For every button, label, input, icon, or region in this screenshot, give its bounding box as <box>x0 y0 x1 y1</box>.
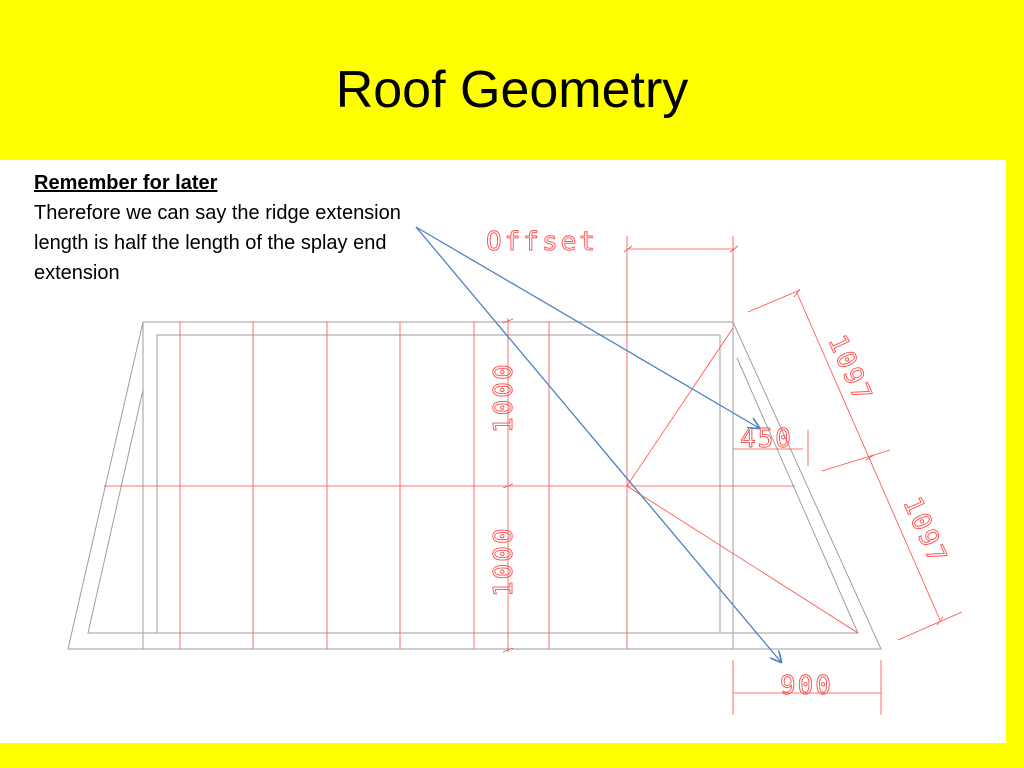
left-hip-inner-line <box>88 358 858 633</box>
outer-roof-boundary <box>68 322 881 649</box>
ridge-extension-label: 450 <box>740 424 793 454</box>
construction-lines <box>104 236 962 715</box>
arrow-to-ridge-extension <box>416 227 759 428</box>
note-body: Therefore we can say the ridge extension length is half the length of the splay end extension <box>34 202 401 284</box>
splay-lower-label: 1097 <box>896 492 953 570</box>
note-heading: Remember for later <box>34 172 218 194</box>
span-upper-label: 1000 <box>489 362 519 433</box>
span-lower-label: 1000 <box>489 526 519 597</box>
arrow-to-splay-extension <box>416 227 781 662</box>
inner-wall-line <box>157 335 720 633</box>
dimension-labels <box>486 227 953 701</box>
note-textbox <box>34 168 414 288</box>
callout-arrows <box>416 227 781 662</box>
splay-extension-label: 900 <box>780 671 833 701</box>
offset-label: Offset <box>486 227 598 257</box>
slide-title: Roof Geometry <box>335 61 689 119</box>
roof-outline <box>68 322 881 649</box>
splay-upper-label: 1097 <box>821 330 878 408</box>
